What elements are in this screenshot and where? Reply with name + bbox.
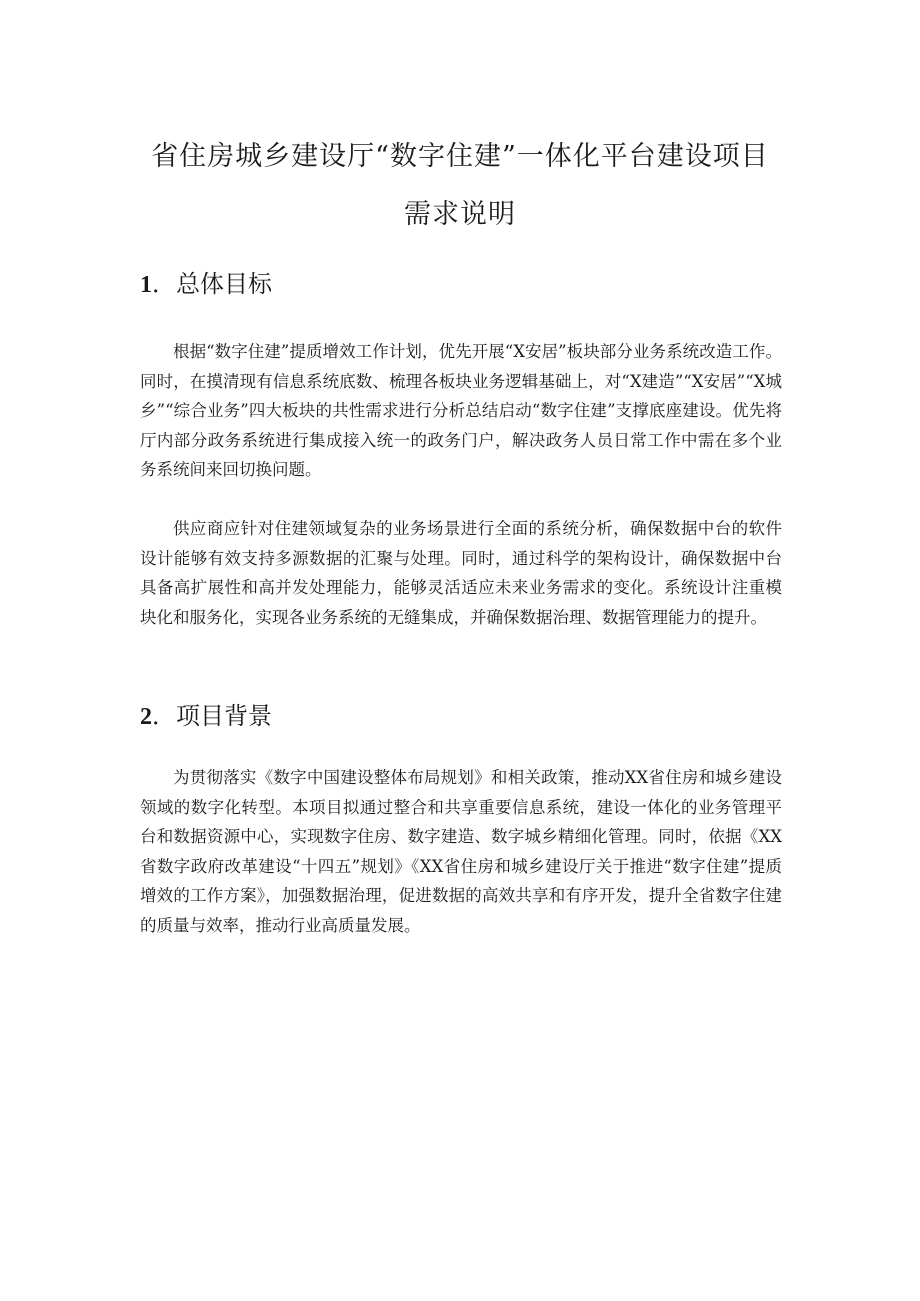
- section-heading-project-background: [140, 699, 272, 734]
- section-heading-text: ．总体目标: [152, 270, 272, 298]
- paragraph-overall-goal-1: 根据“数字住建”提质增效工作计划，优先开展“X安居”板块部分业务系统改造工作。同时，在摸清现有信息系统底数、梳理各板块业务逻辑基础上，对“X建造”“X安居”“X城乡”“综合业务”四大板块的共性需求进行分析总结启动“数字住建”支撑底座建设。优先将厅内部分政务系统进行集成接入统一的政务门户，解决政务人员日常工作中需在多个业务系统间来回切换问题。: [140, 342, 782, 479]
- section-number: 1: [140, 272, 152, 298]
- paragraph-overall-goal-2: 供应商应针对住建领域复杂的业务场景进行全面的系统分析，确保数据中台的软件设计能够有效支持多源数据的汇聚与处理。同时，通过科学的架构设计，确保数据中台具备高扩展性和高并发处理能力，能够灵活适应未来业务需求的变化。系统设计注重模块化和服务化，实现各业务系统的无缝集成，并确保数据治理、数据管理能力的提升。: [140, 519, 782, 627]
- section-number: 2: [140, 704, 152, 730]
- section-heading-overall-goal: [140, 267, 272, 302]
- section-heading-text: ．项目背景: [152, 702, 272, 730]
- paragraph-project-background-1: 为贯彻落实《数字中国建设整体布局规划》和相关政策，推动XX省住房和城乡建设领域的数字化转型。本项目拟通过整合和共享重要信息系统，建设一体化的业务管理平台和数据资源中心，实现数字住房、数字建造、数字城乡精细化管理。同时，依据《XX省数字政府改革建设“十四五”规划》《XX省住房和城乡建设厅关于推进“数字住建”提质增效的工作方案》，加强数据治理，促进数据的高效共享和有序开发，提升全省数字住建的质量与效率，推动行业高质量发展。: [140, 768, 782, 935]
- document-title: 省住房城乡建设厅“数字住建”一体化平台建设项目需求说明: [151, 141, 769, 230]
